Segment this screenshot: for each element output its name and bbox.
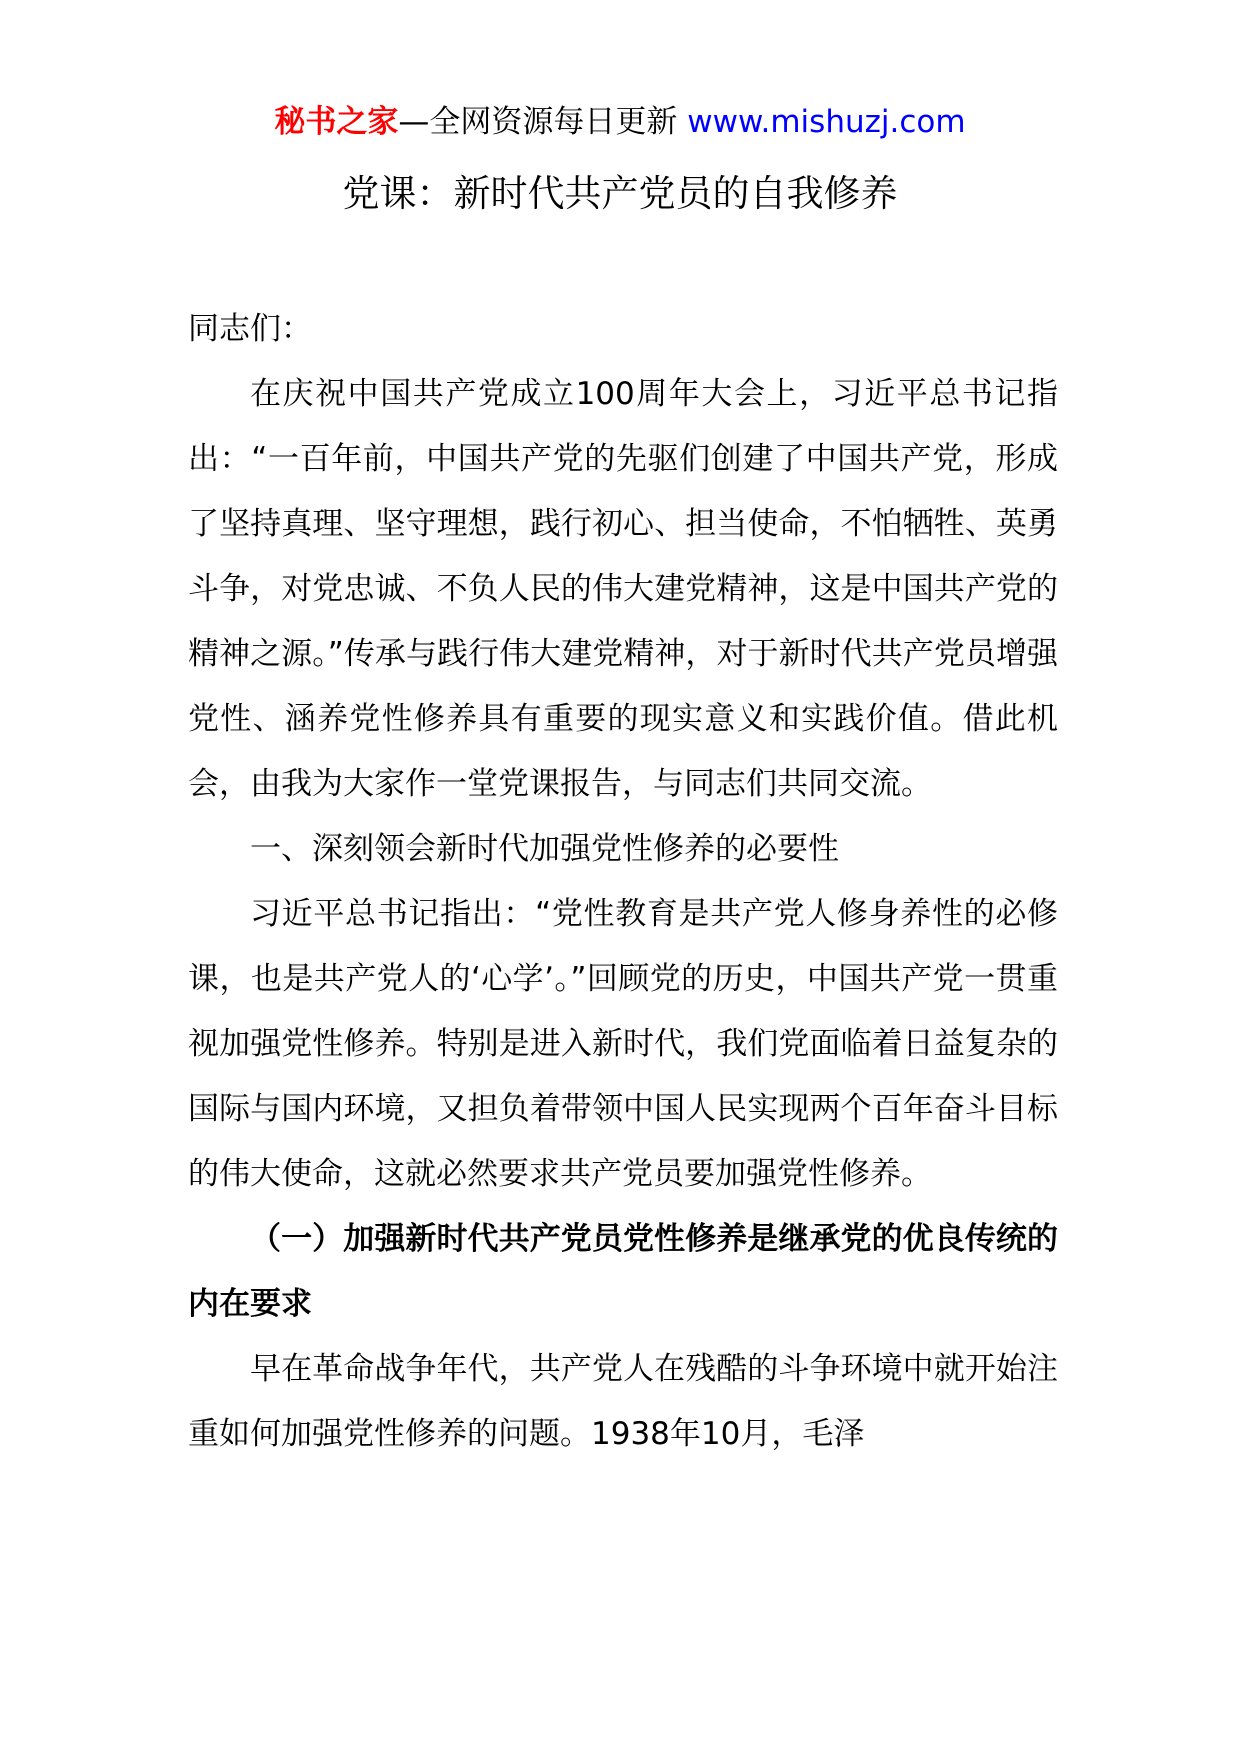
section-heading: 一、深刻领会新时代加强党性修养的必要性 bbox=[250, 831, 839, 867]
document-body bbox=[188, 297, 1058, 1467]
subsection-heading: （一）加强新时代共产党员党性修养是继承党的优良传统的内在要求 bbox=[188, 1221, 1058, 1322]
body-paragraph: 在庆祝中国共产党成立100周年大会上，习近平总书记指出：“一百年前，中国共产党的先驱们创建了中国共产党，形成了坚持真理、坚守理想，践行初心、担当使命，不怕牺牲、英勇斗争，对党忠诚、不负人民的伟大建党精神，这是中国共产党的精神之源。”传承与践行伟大建党精神，对于新时代共产党员增强党性、涵养党性修养具有重要的现实意义和实践价值。借此机会，由我为大家作一堂党课报告，与同志们共同交流。 bbox=[188, 376, 1058, 802]
body-paragraph: 早在革命战争年代，共产党人在残酷的斗争环境中就开始注重如何加强党性修养的问题。1938年10月，毛泽 bbox=[188, 1351, 1058, 1452]
salutation: 同志们： bbox=[188, 311, 312, 347]
body-paragraph: 习近平总书记指出：“党性教育是共产党人修身养性的必修课，也是共产党人的‘心学’。”回顾党的历史，中国共产党一贯重视加强党性修养。特别是进入新时代，我们党面临着日益复杂的国际与国内环境，又担负着带领中国人民实现两个百年奋斗目标的伟大使命，这就必然要求共产党员要加强党性修养。 bbox=[188, 896, 1058, 1192]
site-tagline: —全网资源每日更新 bbox=[398, 104, 678, 140]
document-title: 党课：新时代共产党员的自我修养 bbox=[342, 172, 898, 215]
site-url-link[interactable]: www.mishuzj.com bbox=[687, 104, 966, 140]
site-name: 秘书之家 bbox=[274, 104, 399, 140]
site-header bbox=[0, 100, 1240, 144]
